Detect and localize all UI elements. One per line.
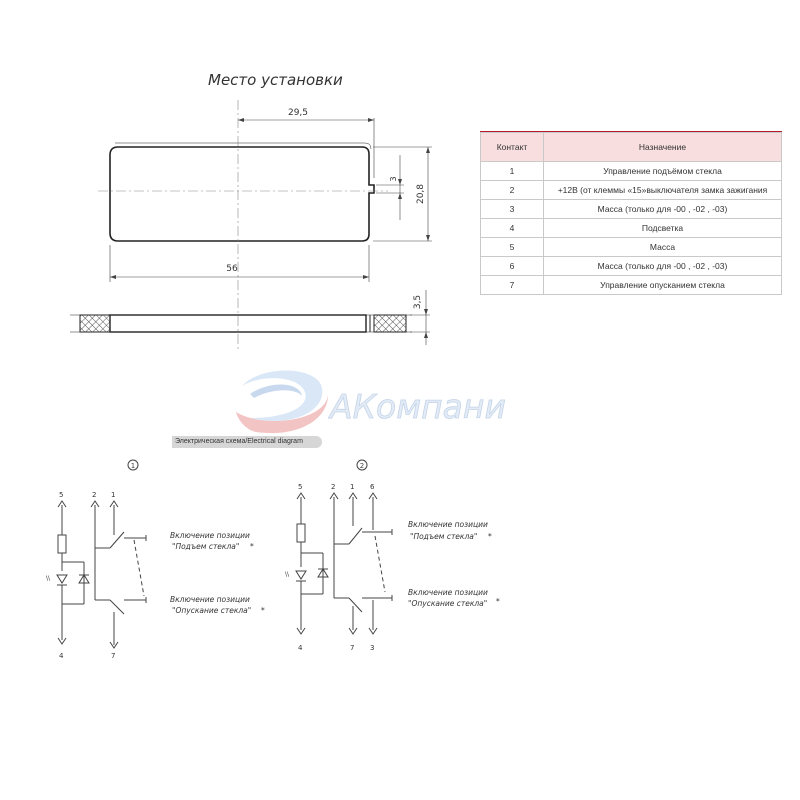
table-row [481, 181, 782, 200]
schematic-2-number: 2 [359, 462, 365, 470]
header-purpose: Назначение [544, 133, 782, 162]
cell-contact: 1 [481, 162, 544, 181]
s2-pin-7: 7 [350, 644, 355, 652]
s2-pin-1: 1 [350, 483, 355, 491]
s2-pin-2: 2 [331, 483, 336, 491]
cell-purpose: Подсветка [544, 219, 782, 238]
dimension-arrows [110, 118, 430, 338]
s1-pin-5: 5 [59, 491, 64, 499]
cell-contact: 2 [481, 181, 544, 200]
cell-purpose: Масса (только для -00 , -02 , -03) [544, 200, 782, 219]
dim-width-bottom: 56 [226, 264, 238, 274]
cell-purpose: Управление опусканием стекла [544, 276, 782, 295]
cell-purpose: Масса (только для -00 , -02 , -03) [544, 257, 782, 276]
table-header-row [481, 133, 782, 162]
table-row [481, 257, 782, 276]
s2-pin-5: 5 [298, 483, 303, 491]
table-row [481, 200, 782, 219]
pin-assignment-table [480, 132, 782, 295]
schematic-1-number: 1 [130, 462, 136, 470]
s2-led-mark: \\ [285, 571, 290, 578]
side-view-section [70, 315, 412, 332]
logo-text: АКомпани [330, 387, 506, 426]
dim-notch: 3 [389, 176, 398, 182]
table-row [481, 238, 782, 257]
s2-label-up-1: Включение позиции [408, 520, 488, 529]
s1-label-up-2: "Подъем стекла" [172, 542, 240, 551]
s2-star-up: * [488, 532, 492, 541]
cell-contact: 7 [481, 276, 544, 295]
schematic-1 [57, 460, 146, 648]
s1-pin-4: 4 [59, 652, 64, 660]
s2-label-down-1: Включение позиции [408, 588, 488, 597]
dim-width-top: 29,5 [287, 108, 309, 118]
s1-pin-7: 7 [111, 652, 116, 660]
s2-label-up-2: "Подъем стекла" [410, 532, 478, 541]
s1-pin-2: 2 [92, 491, 97, 499]
cell-contact: 4 [481, 219, 544, 238]
cell-contact: 5 [481, 238, 544, 257]
cell-purpose: Масса [544, 238, 782, 257]
s1-led-mark: \\ [46, 575, 51, 582]
s1-pin-1: 1 [111, 491, 116, 499]
schematic-2 [296, 460, 392, 634]
s2-label-down-2: "Опускание стекла" [408, 599, 488, 608]
dim-height: 20,8 [416, 183, 426, 205]
company-logo [236, 370, 506, 433]
drawing-title: Место установки [208, 71, 343, 89]
dimension-lines [110, 118, 432, 345]
s1-label-up-1: Включение позиции [170, 531, 250, 540]
s2-pin-6: 6 [370, 483, 375, 491]
cell-contact: 6 [481, 257, 544, 276]
header-contact: Контакт [481, 133, 544, 162]
s1-star-down: * [261, 606, 265, 615]
s2-star-down: * [496, 597, 500, 606]
section-banner: Электрическая схема/Electrical diagram [172, 436, 322, 448]
center-lines [98, 100, 388, 350]
dim-thickness: 3,5 [413, 294, 423, 310]
table-row [481, 162, 782, 181]
cell-purpose: +12В (от клеммы «15»выключателя замка зажигания [544, 181, 782, 200]
s2-pin-4: 4 [298, 644, 303, 652]
table-row [481, 276, 782, 295]
s1-star-up: * [250, 542, 254, 551]
s1-label-down-1: Включение позиции [170, 595, 250, 604]
s1-label-down-2: "Опускание стекла" [172, 606, 252, 615]
top-view-outline [110, 143, 374, 241]
s2-pin-3: 3 [370, 644, 375, 652]
table-row [481, 219, 782, 238]
cell-purpose: Управление подъёмом стекла [544, 162, 782, 181]
cell-contact: 3 [481, 200, 544, 219]
